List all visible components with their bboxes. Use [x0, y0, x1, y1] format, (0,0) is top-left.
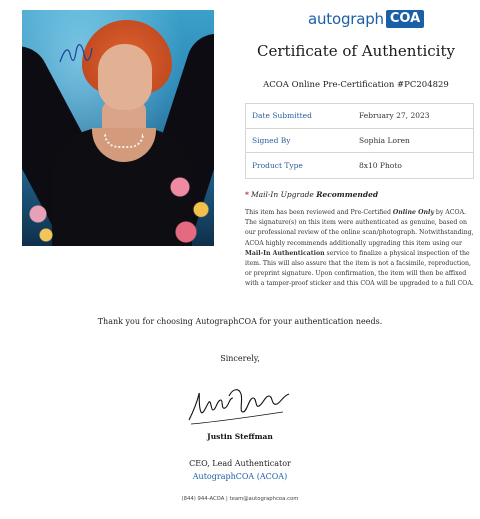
notice-text: This item has been reviewed and Pre-Certified [245, 209, 393, 216]
brand-logo [308, 10, 424, 28]
details-label: Signed By [252, 135, 291, 145]
notice-bold: Mail-In Authentication [245, 249, 325, 257]
certificate-subtitle: ACOA Online Pre-Certification #PC204829 [263, 80, 449, 90]
notice-text: service to finalize a physical inspection of the item. This will also assure that the item is not a facsimile, reproduction, or preprint signature. Upon confirmation, the item will then be affixed with a tamper-proof sticker and this COA will be upgraded to a full COA. [245, 249, 474, 288]
details-value: February 27, 2023 [359, 111, 430, 121]
signer-name: Justin Steffman [207, 432, 273, 441]
notice-heading-text: Mail-In Upgrade [250, 190, 317, 199]
sincerely-text: Sincerely, [220, 354, 260, 363]
brand-badge: COA [386, 10, 424, 28]
signer-organization: AutographCOA (ACOA) [192, 472, 288, 481]
upgrade-notice-body [245, 208, 475, 290]
signer-role: CEO, Lead Authenticator [189, 459, 291, 468]
details-value: Sophia Loren [359, 135, 410, 145]
details-label: Date Submitted [252, 111, 312, 121]
notice-heading-emphasis: Recommended [316, 190, 379, 199]
signed-photo [22, 10, 214, 246]
photo-flowers-left [22, 190, 62, 246]
certificate-title: Certificate of Authenticity [257, 42, 455, 60]
thank-you-text: Thank you for choosing AutographCOA for your authentication needs. [97, 317, 383, 326]
brand-text: autograph [308, 10, 384, 28]
details-row [246, 153, 473, 178]
asterisk-icon: * [245, 190, 249, 199]
contact-info: (844) 944-ACOA | team@autographcoa.com [181, 496, 299, 502]
photo-flowers-right [162, 160, 214, 246]
notice-text: by ACOA. The signature(s) on this item were authenticated as genuine, based on our professional review of the online scan/photograph. Notwithstanding, ACOA highly recommends additionally upgrading this item using our [245, 209, 474, 247]
photo-autograph [56, 40, 96, 70]
details-table [245, 103, 474, 179]
photo-face [98, 44, 152, 110]
notice-emphasis: Online Only [392, 209, 434, 216]
details-value: 8x10 Photo [359, 160, 402, 170]
upgrade-notice-heading [245, 190, 378, 199]
details-row [246, 104, 473, 129]
ceo-signature [183, 382, 295, 428]
details-row [246, 129, 473, 154]
details-label: Product Type [252, 160, 303, 170]
